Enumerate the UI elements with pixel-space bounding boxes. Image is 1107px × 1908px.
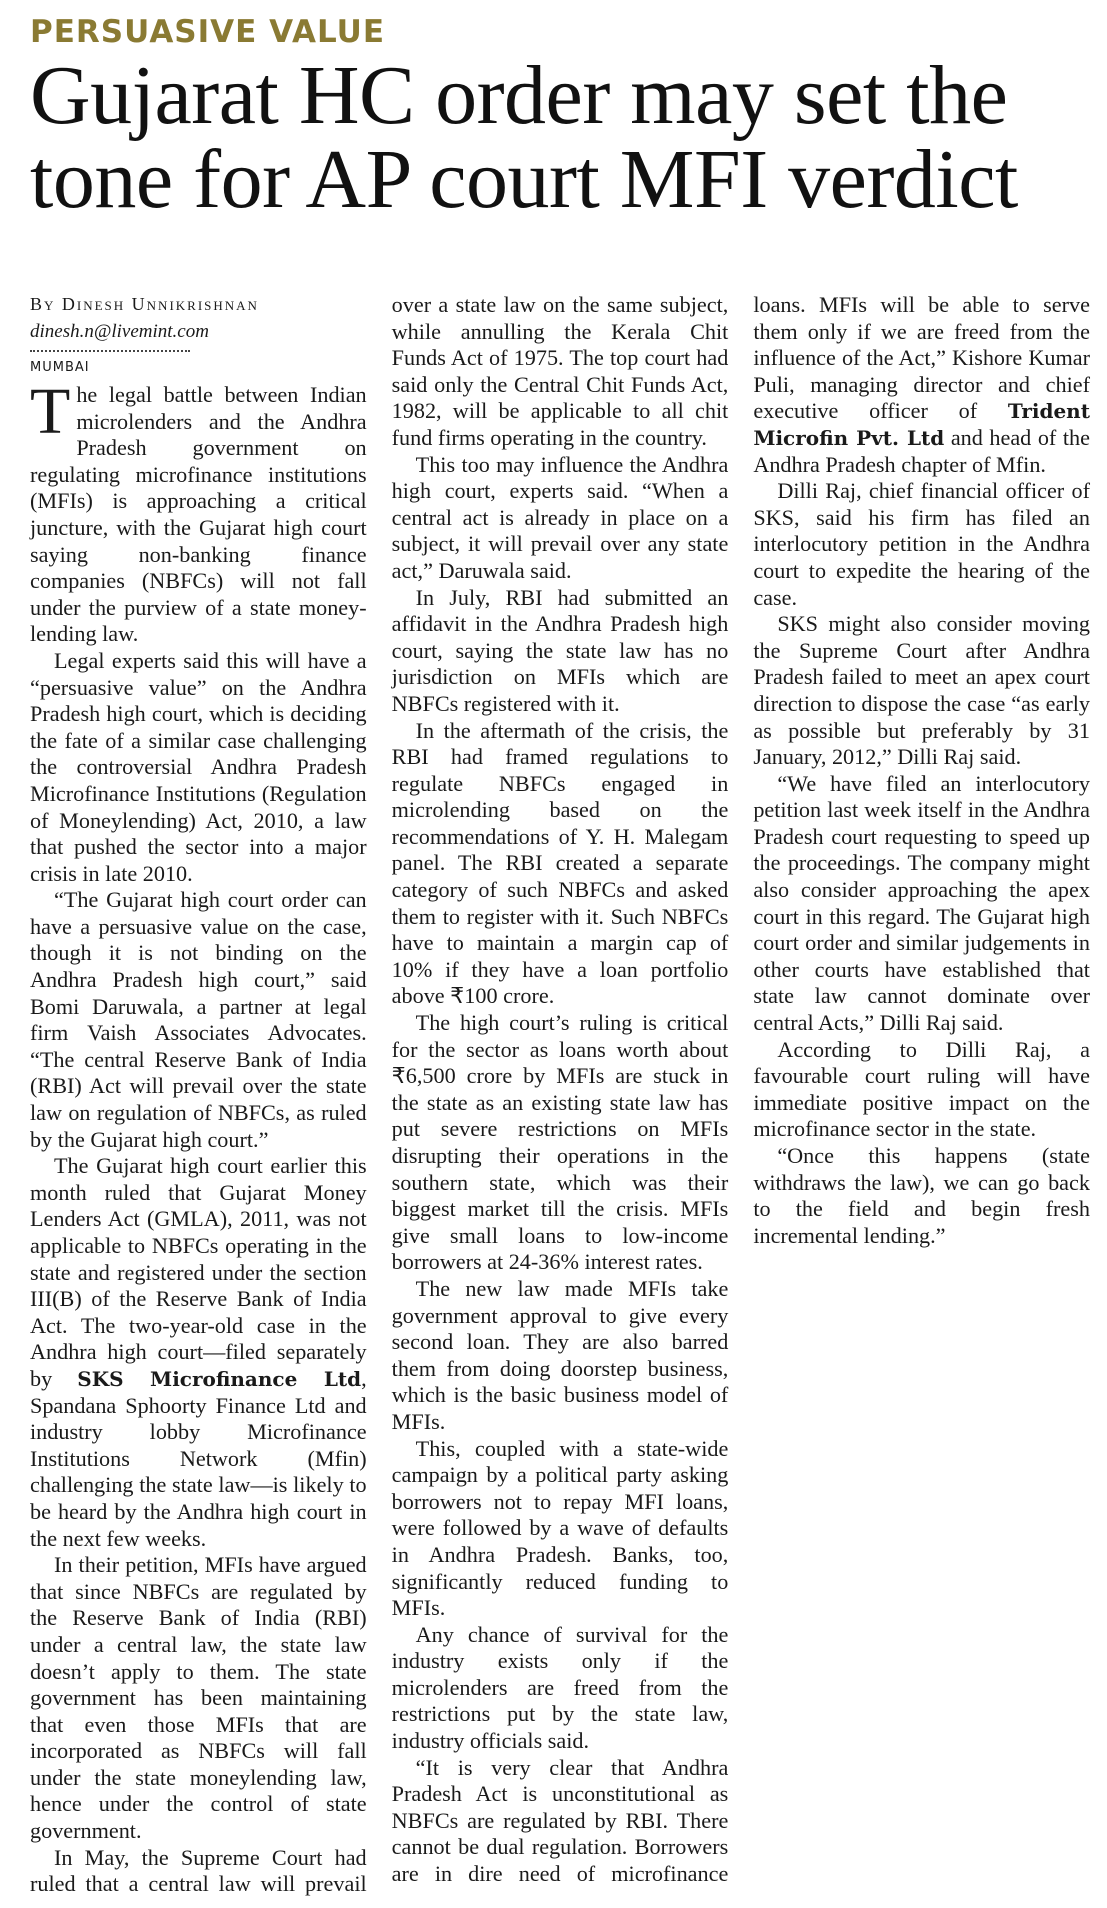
paragraph-10: The high court’s ruling is critical for the sector as loans worth about ₹6,500 crore by MFIs are stuck in the state as an existing state law has put severe restrictions on MFIs disrupting their operations in the southern state, which was their biggest market till the crisis. MFIs give small loans to low-income borrowers at 24-36% interest rates. <box>391 1010 729 1275</box>
paragraph-15: Dilli Raj, chief financial officer of SKS, said his firm has filed an interlocutory petition in the Andhra court to expedite the hearing of the case. <box>753 478 1090 610</box>
paragraph-1-text: he legal battle between Indian microlenders and the Andhra Pradesh government on regulating microfinance institutions (MFIs) is approaching a critical juncture, with the Gujarat high court saying non-banking finance companies (NBFCs) will not fall under the purview of a state money-lending law. <box>30 382 367 647</box>
paragraph-19: “Once this happens (state withdraws the law), we can go back to the field and begin fresh incremental lending.” <box>753 1143 1090 1248</box>
paragraph-4-text-b: , Spandana Sphoorty Finance Ltd and industry lobby Microfinance Institutions Network (Mfin) challenging the state law—is likely to be heard by the Andhra high court in the next few weeks. <box>30 1365 367 1551</box>
kicker-label: PERSUASIVE VALUE <box>30 14 386 50</box>
paragraph-12: This, coupled with a state-wide campaign by a political party asking borrowers not to repay MFI loans, were followed by a wave of defaults in Andhra Pradesh. Banks, too, significantly reduced funding to MFIs. <box>391 1435 729 1621</box>
paragraph-14-text-a: “It is very clear that Andhra Pradesh Act is unconstitutional as NBFCs are regulated by RBI. There cannot be dual regulation. Borrowers are in dire need of microfinance loans. MFIs will be able to serve them only if we are freed from the influence of the Act,” Kishore Kumar Puli, managing director and chief executive officer of <box>391 292 1090 1887</box>
paragraph-4-text-a: The Gujarat high court earlier this month ruled that Gujarat Money Lenders Act (GMLA), 2011, was not applicable to NBFCs operating in the state and registered under the section III(B) of the Reserve Bank of India Act. The two-year-old case in the Andhra high court—filed separately by <box>30 1153 367 1391</box>
drop-cap: T <box>30 375 71 448</box>
paragraph-13: Any chance of survival for the industry exists only if the microlenders are freed from the restrictions put by the state law, industry officials said. <box>391 1621 729 1754</box>
paragraph-17: “We have filed an interlocutory petition last week itself in the Andhra Pradesh court requesting to speed up the proceedings. The company might also consider approaching the apex court in this regard. The Gujarat high court order and similar judgements in other courts have established that state law cannot dominate over central Acts,” Dilli Raj said. <box>753 770 1090 1036</box>
paragraph-1 <box>30 375 367 648</box>
paragraph-2: Legal experts said this will have a “persuasive value” on the Andhra Pradesh high court, which is deciding the fate of a similar case challenging the controversial Andhra Pradesh Microfinance Institutions (Regulation of Moneylending) Act, 2010, a law that pushed the sector into a major crisis in late 2010. <box>30 647 367 886</box>
company-name-trident: Trident Microfin Pvt. Ltd <box>753 399 1090 450</box>
company-name-sks: SKS Microfinance Ltd <box>77 1366 362 1391</box>
paragraph-7: This too may influence the Andhra high court, experts said. “When a central act is already in place on a subject, it will prevail over any state act,” Daruwala said. <box>391 451 729 583</box>
dateline: MUMBAI <box>30 360 90 375</box>
paragraph-11: The new law made MFIs take government approval to give every second loan. They are also barred them from doing doorstep business, which is the basic business model of MFIs. <box>391 1275 729 1434</box>
article-body <box>30 292 1090 1902</box>
paragraph-3: “The Gujarat high court order can have a persuasive value on the case, though it is not binding on the Andhra Pradesh high court,” said Bomi Daruwala, a partner at legal firm Vaish Associates Advocates. “The central Reserve Bank of India (RBI) Act will prevail over the state law on regulation of NBFCs, as ruled by the Gujarat high court.” <box>30 887 367 1152</box>
paragraph-16: SKS might also consider moving the Supreme Court after Andhra Pradesh failed to meet an apex court direction to dispose the case “as early as possible but preferably by 31 January, 2012,” Dilli Raj said. <box>753 611 1090 770</box>
byline: By Dinesh Unnikrishnan <box>30 294 259 314</box>
paragraph-18: According to Dilli Raj, a favourable court ruling will have immediate positive impact on the microfinance sector in the state. <box>753 1036 1090 1142</box>
byline-divider <box>30 350 190 352</box>
paragraph-14-text-b: and head of the Andhra Pradesh chapter of Mfin. <box>753 424 1090 477</box>
paragraph-5: In their petition, MFIs have argued that since NBFCs are regulated by the Reserve Bank of India (RBI) under a central law, the state law doesn’t apply to them. The state government has been maintaining that even those MFIs that are incorporated as NBFCs will fall under the state moneylending law, hence under the control of state government. <box>30 1552 367 1844</box>
paragraph-8: In July, RBI had submitted an affidavit in the Andhra Pradesh high court, saying the state law has no jurisdiction on MFIs which are NBFCs registered with it. <box>391 584 729 716</box>
author-email[interactable]: dinesh.n@livemint.com <box>30 321 209 342</box>
paragraph-6: In May, the Supreme Court had ruled that a central law will prevail over a state law on the same subject, while annulling the Kerala Chit Funds Act of 1975. The top court had said only the Central Chit Funds Act, 1982, will be applicable to all chit fund firms operating in the country. <box>30 292 729 1897</box>
headline: Gujarat HC order may set the tone for AP court MFI verdict <box>30 49 1018 226</box>
paragraph-4 <box>30 1153 367 1552</box>
paragraph-9: In the aftermath of the crisis, the RBI had framed regulations to regulate NBFCs engaged in microlending based on the recommendations of Y. H. Malegam panel. The RBI created a separate category of such NBFCs and asked them to register with it. Such NBFCs have to maintain a margin cap of 10% if they have a loan portfolio above ₹100 crore. <box>391 717 729 1009</box>
